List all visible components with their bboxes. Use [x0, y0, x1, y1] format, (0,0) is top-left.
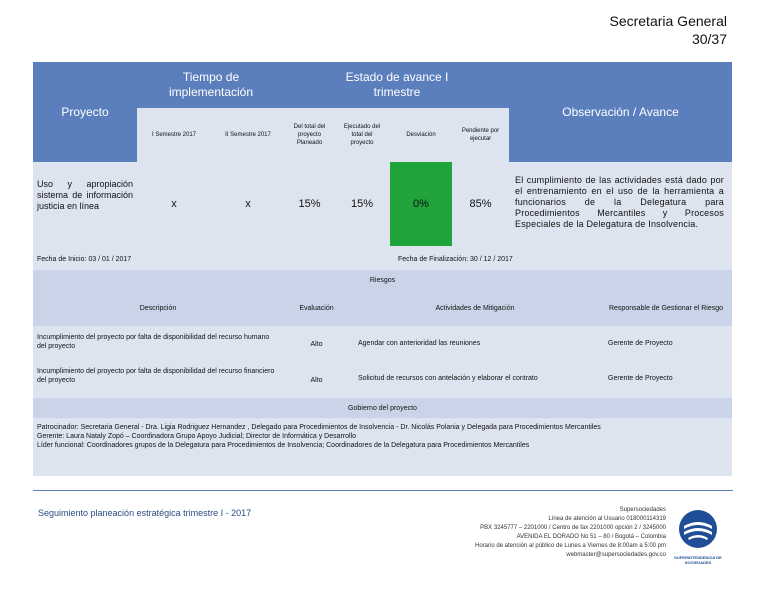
supersociedades-logo-icon [672, 508, 724, 550]
risk-row-2-description: Incumplimiento del proyecto por falta de disponibilidad del recurso financiero del proyecto [33, 362, 283, 398]
sub-pending-header: Pendiente por ejecutar [452, 108, 509, 162]
risk-row-1-evaluation: Alto [283, 326, 350, 362]
footer-contact [420, 506, 666, 560]
footer-contact-line: webmaster@supersociedades.gov.co [566, 552, 666, 558]
sub-executed-header: Ejecutado del total del proyecto [334, 108, 390, 162]
sem2-mark-cell: x [211, 162, 285, 246]
observation-cell: El cumplimiento de las actividades está dado por el entrenamiento en el uso de la herramienta a funcionarios de la Delegatura para Procedimientos Mercantiles y Procesos Especiales de la Delegatura de Insolvencia. [509, 162, 732, 246]
risk-row-2-responsible: Gerente de Proyecto [600, 362, 732, 398]
sub-sem1-header: I Semestre 2017 [137, 108, 211, 162]
col-time-header: Tiempo de implementación [137, 62, 285, 108]
governance-sponsor: Patrocinador: Secretaria General - Dra. Ligia Rodriguez Hernandez , Delegado para Procedimientos de Insolvencia - Dr. Nicolás Polania y Delegada para Procedimientos Mercantiles [37, 424, 601, 431]
risk-col-description: Descripción [33, 290, 283, 326]
page-title: Secretaria General [609, 13, 727, 29]
sub-total-header: Del total del proyecto Planeado [285, 108, 334, 162]
project-name-cell: Uso y apropiación sistema de información justicia en línea [33, 162, 137, 246]
planned-cell: 15% [285, 162, 334, 246]
risk-col-evaluation: Evaluación [283, 290, 350, 326]
governance-manager: Gerente: Laura Nataly Zopó – Coordinadora Grupo Apoyo Judicial; Director de Informática y Desarrollo [37, 433, 357, 440]
risk-row-1-mitigation: Agendar con anterioridad las reuniones [350, 326, 600, 362]
page-number: 30/37 [691, 31, 727, 47]
risk-row-1-description: Incumplimiento del proyecto por falta de disponibilidad del recurso humano del proyecto [33, 326, 283, 362]
governance-title: Gobierno del proyecto [33, 398, 732, 418]
deviation-cell: 0% [390, 162, 452, 246]
sub-sem2-header: II Semestre 2017 [211, 108, 285, 162]
risks-title: Riesgos [33, 270, 732, 290]
governance-body [33, 418, 732, 476]
footer-report-title: Seguimiento planeación estratégica trimestre I - 2017 [38, 508, 252, 518]
col-project-header: Proyecto [33, 62, 137, 162]
risk-col-responsible: Responsable de Gestionar el Riesgo [600, 290, 732, 326]
sub-deviation-header: Desviación [390, 108, 452, 162]
footer-divider [33, 490, 733, 491]
pending-cell: 85% [452, 162, 509, 246]
risk-row-2-mitigation: Solicitud de recursos con antelación y elaborar el contrato [350, 362, 600, 398]
risk-row-2-evaluation: Alto [283, 362, 350, 398]
footer-contact-line: Supersociedades [619, 507, 666, 513]
footer-contact-line: Horario de atención al público de Lunes a Viernes de 8:00am a 5:00 pm [474, 543, 666, 549]
footer-contact-line: Línea de atención al Usuario 018000114319 [548, 516, 666, 522]
logo-text: SUPERINTENDENCIA DE SOCIEDADES [674, 555, 722, 565]
executed-cell: 15% [334, 162, 390, 246]
col-status-header: Estado de avance I trimestre [285, 62, 509, 108]
footer-contact-line: AVENIDA EL DORADO No 51 – 80 / Bogotá – Colombia [516, 534, 666, 540]
sem1-mark-cell: x [137, 162, 211, 246]
governance-leader: Líder funcional: Coordinadores grupos de la Delegatura para Procedimientos de Insolvencia; Coordinadores de la Delegatura para Procedimientos Mercantiles [37, 442, 530, 449]
end-date: Fecha de Finalización: 30 / 12 / 2017 [398, 256, 513, 263]
supersociedades-logo [672, 508, 724, 566]
dates-row [33, 246, 732, 270]
col-observation-header: Observación / Avance [509, 62, 732, 162]
start-date: Fecha de Inicio: 03 / 01 / 2017 [37, 256, 132, 263]
footer-contact-line: PBX 3245777 – 2201000 / Centro de fax 2201000 opción 2 / 3245000 [480, 525, 666, 531]
risk-col-mitigation: Actividades de Mitigación [350, 290, 600, 326]
risk-row-1-responsible: Gerente de Proyecto [600, 326, 732, 362]
page-header [609, 12, 727, 48]
